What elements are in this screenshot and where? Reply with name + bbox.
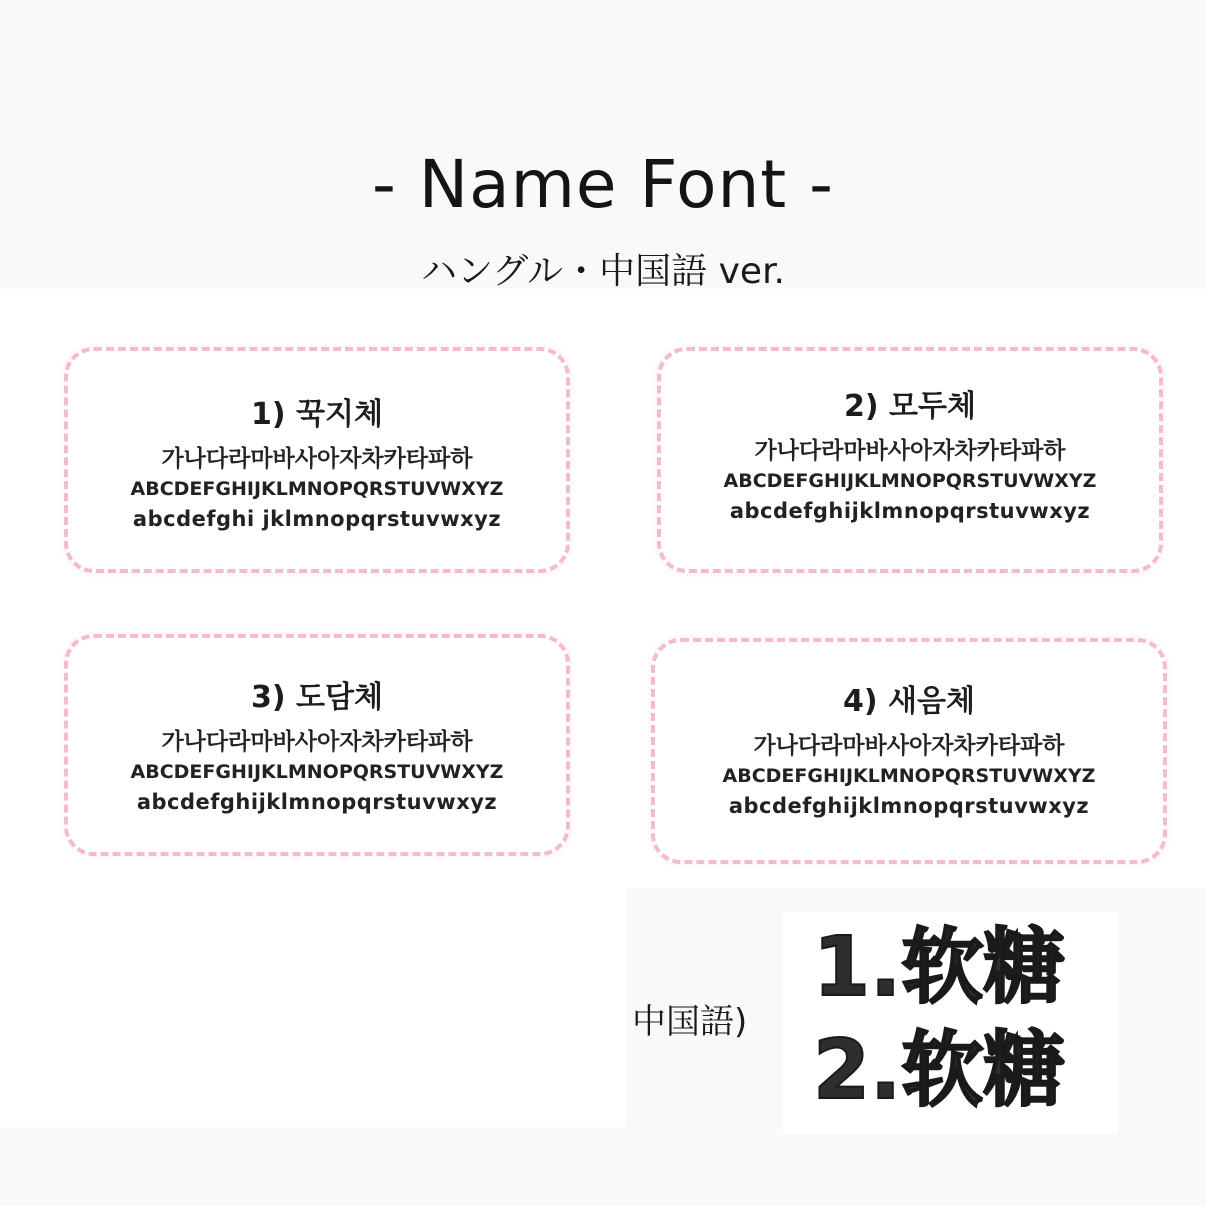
uppercase-sample: ABCDEFGHIJKLMNOPQRSTUVWXYZ: [130, 761, 504, 784]
uppercase-sample: ABCDEFGHIJKLMNOPQRSTUVWXYZ: [130, 478, 504, 501]
chinese-sample-1: 1.软糖: [813, 920, 1066, 1015]
uppercase-sample: ABCDEFGHIJKLMNOPQRSTUVWXYZ: [722, 765, 1096, 788]
font-card-heading: 4) 새음체: [843, 684, 975, 719]
lowercase-sample: abcdefghijklmnopqrstuvwxyz: [728, 793, 1090, 818]
page-subtitle: ハングル・中国語 ver.: [420, 251, 786, 292]
font-card-4: [651, 638, 1167, 864]
hangul-sample: 가나다라마바사아자차카타파하: [161, 446, 473, 472]
font-card-2: [657, 347, 1163, 573]
chinese-label: 中国語): [632, 1002, 748, 1042]
hangul-sample: 가나다라마바사아자차카타파하: [161, 729, 473, 755]
chinese-sample-box: [783, 912, 1118, 1134]
page-title: - Name Font -: [372, 146, 834, 223]
font-card-1: [64, 347, 570, 573]
hangul-sample: 가나다라마바사아자차카타파하: [753, 733, 1065, 759]
chinese-sample-2: 2.软糖: [813, 1023, 1066, 1118]
hangul-sample: 가나다라마바사아자차카타파하: [754, 438, 1066, 464]
font-card-3: [64, 634, 570, 856]
uppercase-sample: ABCDEFGHIJKLMNOPQRSTUVWXYZ: [723, 470, 1097, 493]
font-card-heading: 3) 도담체: [251, 680, 383, 715]
font-card-heading: 2) 모두체: [844, 389, 976, 424]
font-card-heading: 1) 꾹지체: [251, 397, 383, 432]
lowercase-sample: abcdefghijklmnopqrstuvwxyz: [136, 789, 498, 814]
lowercase-sample: abcdefghi jklmnopqrstuvwxyz: [132, 506, 502, 531]
lowercase-sample: abcdefghijklmnopqrstuvwxyz: [729, 498, 1091, 523]
